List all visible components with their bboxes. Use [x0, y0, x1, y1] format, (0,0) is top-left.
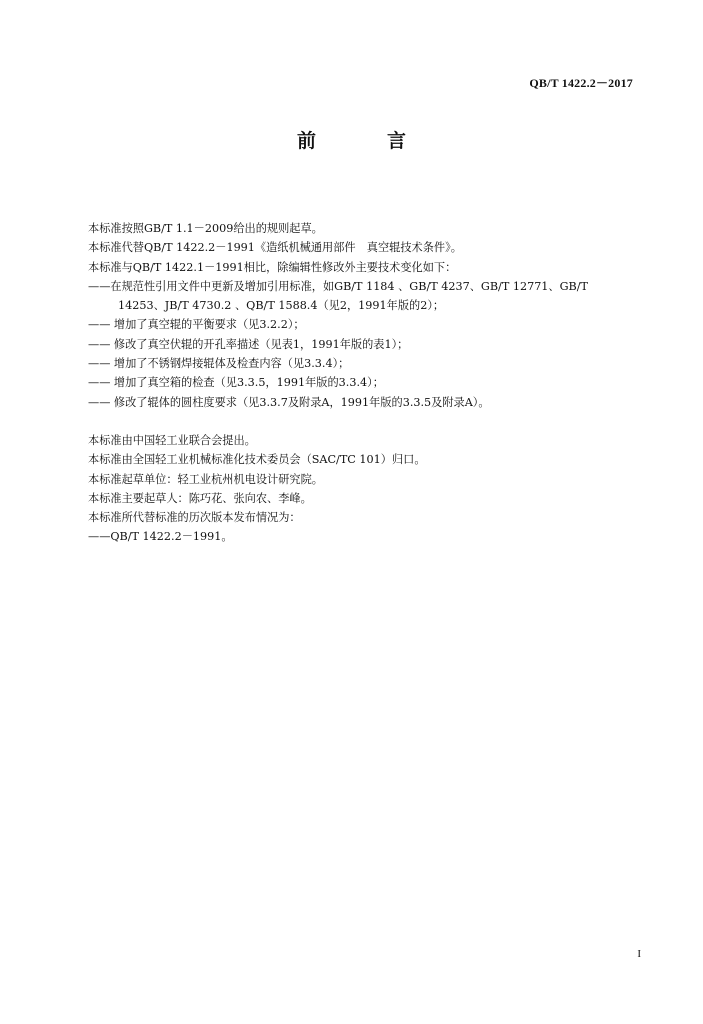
list-item-cylindricity: —— 修改了辊体的圆柱度要求（见3.3.7及附录A，1991年版的3.3.5及附录A）。	[88, 395, 490, 409]
paragraph-under-jurisdiction: 本标准由全国轻工业机械标准化技术委员会（SAC/TC 101）归口。	[88, 453, 426, 467]
list-item-stainless-welded: —— 增加了不锈钢焊接辊体及检查内容（见3.3.4）；	[88, 357, 350, 371]
paragraph-proposed-by: 本标准由中国轻工业联合会提出。	[88, 434, 256, 447]
list-item-vacuum-box: —— 增加了真空箱的检查（见3.3.5，1991年版的3.3.4）；	[88, 376, 384, 390]
foreword-block-organizations	[88, 431, 648, 547]
paragraph-drafting-rules: 本标准按照GB/T 1.1－2009给出的规则起草。	[88, 222, 323, 235]
list-item-previous-edition: ——QB/T 1422.2－1991。	[88, 530, 233, 544]
page-title: 前 言	[296, 130, 432, 152]
list-item-open-area: —— 修改了真空伏辊的开孔率描述（见表1，1991年版的表1）；	[88, 337, 409, 351]
paragraph-previous-editions: 本标准所代替标准的历次版本发布情况为：	[88, 511, 301, 525]
paragraph-drafters: 本标准主要起草人：陈巧花、张向农、李峰。	[88, 491, 312, 505]
paragraph-drafting-unit: 本标准起草单位：轻工业杭州机电设计研究院。	[88, 472, 323, 486]
paragraph-main-changes: 本标准与QB/T 1422.1－1991相比，除编辑性修改外主要技术变化如下：	[88, 260, 457, 274]
page-number: I	[637, 948, 641, 960]
foreword-block-drafting	[88, 219, 648, 412]
standard-code: QB/T 1422.2－2017	[529, 76, 633, 90]
paragraph-replaces: 本标准代替QB/T 1422.2－1991《造纸机械通用部件 真空辊技术条件》。	[88, 241, 462, 255]
list-item-balance: —— 增加了真空辊的平衡要求（见3.2.2）；	[88, 318, 305, 332]
list-item-references-continued: 14253、JB/T 4730.2 、QB/T 1588.4（见2，1991年版的2）；	[118, 299, 445, 313]
list-item-references: ——在规范性引用文件中更新及增加引用标准，如GB/T 1184 、GB/T 4237、GB/T 12771、GB/T	[88, 279, 589, 293]
